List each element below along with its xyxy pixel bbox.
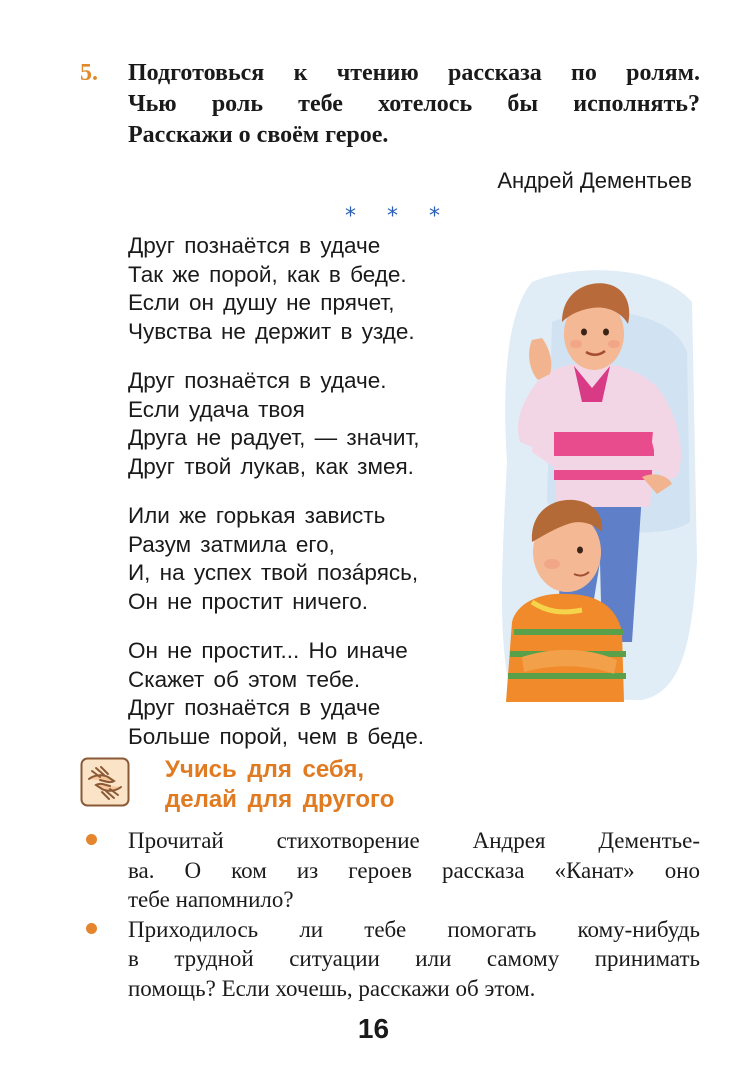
poem-line: Если удача твоя (128, 396, 305, 422)
task-line: Расскажи о своём герое. (128, 122, 389, 148)
poem-line: Или же горькая зависть (128, 503, 386, 528)
bullet-dot-icon (86, 923, 97, 934)
task-5 (80, 58, 700, 151)
task-line: Чью роль тебе хотелось бы исполнять? (128, 91, 700, 117)
poem-line: Скажет об этом тебе. (128, 666, 361, 692)
question-line: в трудной ситуации или самому принимать (128, 946, 700, 971)
poem-stanza (128, 637, 488, 751)
poem-line: Друг познаётся в удаче (128, 233, 381, 258)
question-line: тебе напомнило? (128, 887, 294, 912)
section-title-line: Учись для себя, (165, 756, 365, 783)
poem-line: Друга не радует, — значит, (128, 425, 420, 450)
boys-illustration (492, 262, 702, 702)
poem-stanza (128, 367, 488, 481)
poem-separator: * * * (345, 204, 452, 229)
bullet-dot-icon (86, 834, 97, 845)
question-item (80, 826, 700, 915)
question-list (80, 826, 700, 1003)
section-title (165, 755, 394, 815)
poem-line: Он не простит ничего. (128, 588, 368, 614)
question-line: помощь? Если хочешь, расскажи об этом. (128, 975, 536, 1001)
page-number: 16 (357, 1013, 390, 1044)
poem-line: Он не простит... Но иначе (128, 638, 408, 663)
poem-line: Друг познаётся в удаче. (128, 368, 387, 393)
section-title-line: делай для другого (165, 786, 395, 813)
poem-line: Так же порой, как в беде. (128, 261, 407, 287)
question-line: Прочитай стихотворение Андрея Дементье- (128, 828, 700, 853)
poem-author: Андрей Дементьев (497, 168, 692, 193)
poem-line: Если он душу не прячет, (128, 290, 395, 315)
question-line: Приходилось ли тебе помогать кому-нибудь (128, 916, 700, 942)
poem-stanza (128, 502, 488, 616)
task-line: Подготовься к чтению рассказа по ролям. (128, 60, 700, 86)
poem-line: Друг познаётся в удаче (128, 695, 381, 720)
poem-stanza (128, 232, 488, 346)
poem-line: Друг твой лукав, как змея. (128, 453, 414, 479)
task-number: 5. (80, 60, 98, 86)
question-item (80, 915, 700, 1004)
poem-line: Разум затмила его, (128, 531, 335, 557)
poem (128, 232, 488, 772)
poem-line: И, на успех твой позáрясь, (128, 560, 419, 585)
question-line: ва. О ком из героев рассказа «Канат» оно (128, 857, 700, 883)
poem-line: Больше порой, чем в беде. (128, 723, 424, 749)
helping-hands-icon (80, 757, 130, 807)
poem-line: Чувства не держит в узде. (128, 318, 415, 344)
